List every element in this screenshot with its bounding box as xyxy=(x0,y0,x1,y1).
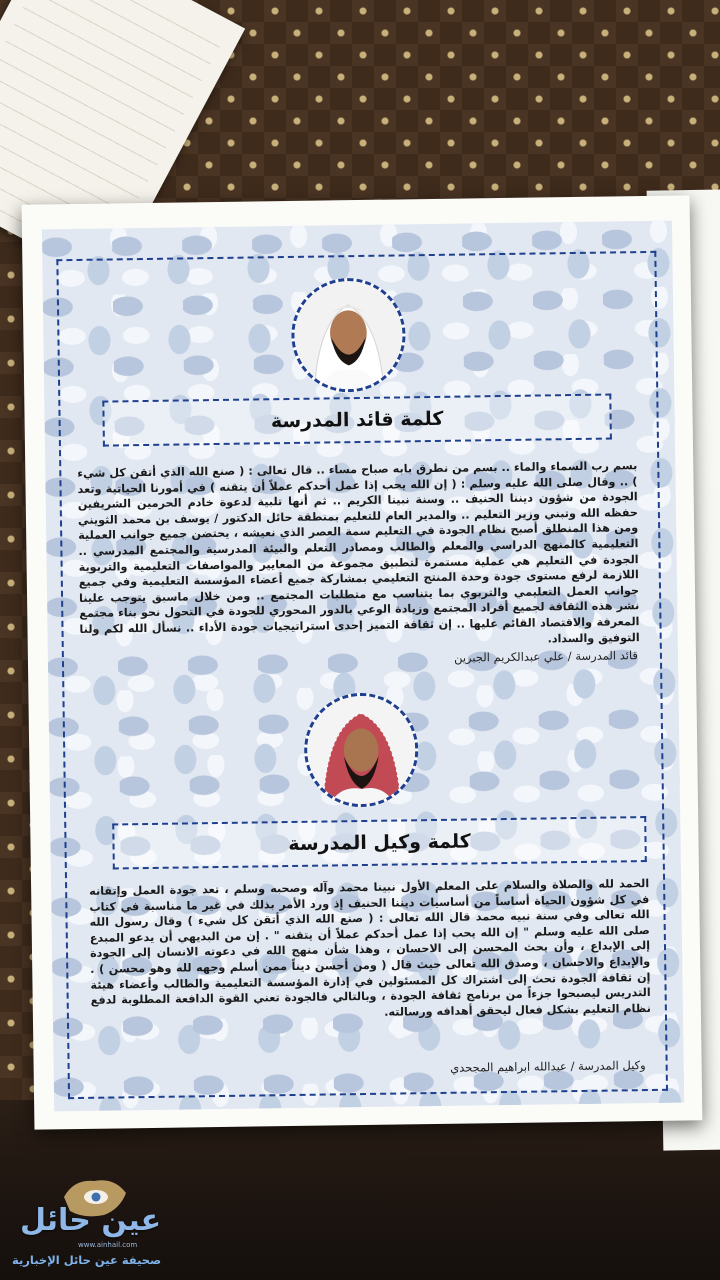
principal-title-box xyxy=(102,393,612,446)
watermark-name: عين حائل xyxy=(20,1203,162,1238)
deputy-paragraph: الحمد لله والصلاة والسلام على المعلم الأول نبينا محمد وآله وصحبه وسلم ، تعد جودة العمل وإتقانه في كل شؤون الحياة أساساً من أساسيات ديننا الحنيف إذ ورد الأمر بذلك في غير ما مناسبة في كتاب الله تعالى وفي سنة نبيه محمد قال الله تعالى : ( صنع الله الذي أتقن كل شيء ) وقال رسول الله صلى الله عليه وسلم " إن الله يحب إذا عمل أحدكم عملاً أن يتقنه " . إن من البديهي أن يدعو المبدع إلى الإبداع ، وأن يحث المحسن إلى الاحسان ، وهذا شأن منهج الله في دعوته الانسان إلى الجودة والإبداع والاحسان ، وصدق الله تعالى حيث قال ( ومن أحسن ديناً ممن أسلم وجهه لله وهو محسن ) . إن ثقافة الجودة تحث إلى اشتراك كل المسئولين في إدارة المؤسسة التعليمية والطالب وأعضاء هيئة التدريس ليصبحوا جزءاً من برنامج ثقافة الجودة ، وبالتالي فالجودة تعني القوة الدافعة المطلوبة لدفع نظام التعليم بشكل فعال ليحقق أهدافه ورسالته. xyxy=(89,877,651,1019)
deputy-title-box xyxy=(112,816,647,869)
document-page xyxy=(22,195,703,1129)
deputy-photo-icon xyxy=(306,695,415,804)
principal-paragraph: بسم رب السماء والماء .. بسم من نطرق بابه صباح مساء .. قال تعالى : ( صنع الله الذي أتقن كل شيء ) .. وقال صلى الله عليه وسلم : ( إن الله يحب إذا عمل أحدكم عملاً أن يتقنه ) في أمورنا الحياتية وتعد الجودة من شؤون ديننا الحنيف .. وسنة نبينا الكريم .. ثم أنها تلبية لدعوة خادم الحرمين الشريفين حفظه الله وتبني وزير التعليم .. والمدير العام للتعليم بمنطقة حائل الدكتور / يوسف بن محمد الثويني ومن هذا المنطلق أصبح نظام الجودة في التعليم سمة العصر الذي نعيشه ، يحتضن جميع جوانب العملية التعليمية كالمنهج الدراسي والمعلم والطالب ومصادر التعلم والبيئة المدرسية والمجتمع المدرسي .. الجودة في التعليم هي عملية مستمرة لتطبيق مجموعة من المعايير والمواصفات التعليمية والتربوية اللازمة لرفع مستوى جودة وحدة المنتج التعليمي بمشاركة جميع أعضاء المؤسسة التعليمية وفي جميع جوانب العمل التعليمي والتربوي بما يتناسب مع متطلبات المجتمع .. ومن خلال ماسبق يتوجب علينا نشر هذه الثقافة لجميع أفراد المجتمع وزيادة الوعي بالدور المحوري للجودة في التحول نحو بناء مجتمع المعرفة والاقتصاد القائم عليها .. إن ثقافة التميز إحدى استراتيجيات جودة الأداء .. نسأل الله لكم ولنا التوفيق والسداد. xyxy=(77,459,640,645)
principal-title: كلمة قائد المدرسة xyxy=(270,407,444,433)
principal-photo-icon xyxy=(294,280,403,389)
deputy-title: كلمة وكيل المدرسة xyxy=(288,830,471,856)
watermark-site: www.ainhail.com xyxy=(78,1241,138,1249)
principal-signature: قائد المدرسة / علي عبدالكريم الجبرين xyxy=(453,648,639,665)
watermark-caption: صحيفة عين حائل الإخبارية xyxy=(12,1253,162,1267)
deputy-signature: وكيل المدرسة / عبدالله ابراهيم المجحدي xyxy=(450,1058,646,1075)
deputy-message xyxy=(89,876,651,1024)
watermark-logo xyxy=(8,1175,178,1275)
principal-message xyxy=(77,458,640,653)
